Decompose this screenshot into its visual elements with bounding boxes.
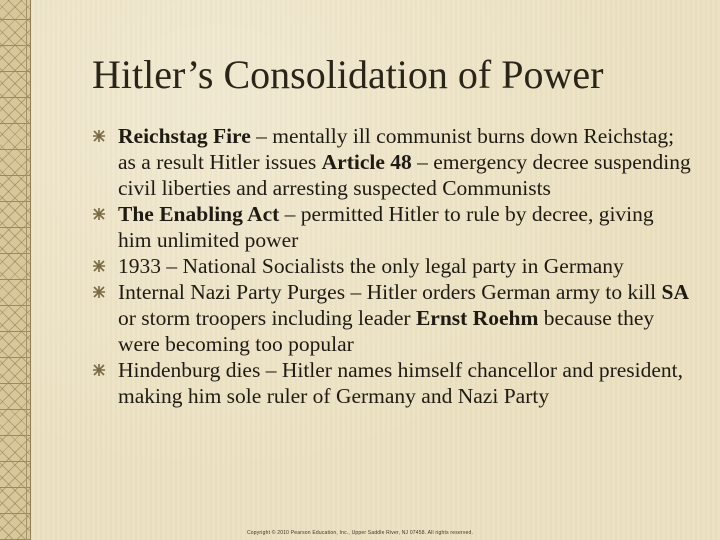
bullet-text [118, 358, 683, 408]
slide-title: Hitler’s Consolidation of Power [92, 52, 604, 97]
bullet-bold-mid: SA [661, 280, 690, 304]
bullet-text [118, 202, 654, 252]
bullet-plain-text: – permitted Hitler to rule by decree, giving him unlimited power [118, 202, 654, 252]
ornament-bullet-icon [92, 207, 106, 221]
bullet-plain-text: 1933 – National Socialists the only legal party in Germany [118, 254, 624, 278]
bullet-item-enabling-act [92, 201, 692, 253]
bullet-bold-lead: Reichstag Fire [118, 124, 251, 148]
bullet-bold-lead: The Enabling Act [118, 202, 280, 226]
bullet-text [118, 280, 689, 356]
bullet-list [92, 123, 692, 409]
ornament-bullet-icon [92, 259, 106, 273]
bullet-bold-end: Ernst Roehm [415, 306, 539, 330]
bullet-plain-text: Hindenburg dies – Hitler names himself chancellor and president, making him sole ruler of Germany and Nazi Party [118, 358, 684, 408]
bullet-item-reichstag-fire [92, 123, 692, 201]
bullet-text [118, 254, 624, 278]
bullet-item-hindenburg-dies [92, 357, 692, 409]
bullet-bold-mid: Article 48 [321, 150, 412, 174]
bullet-text [118, 124, 691, 200]
ornament-bullet-icon [92, 363, 106, 377]
bullet-item-party-purges [92, 279, 692, 357]
bullet-plain-text: – mentally ill communist burns down Reichstag; as a result Hitler issues [118, 124, 675, 174]
bullet-item-1933 [92, 253, 692, 279]
bullet-plain-text: or storm troopers including leader [118, 306, 416, 330]
bullet-plain-text: because they were becoming too popular [118, 306, 655, 356]
decorative-left-border [0, 0, 31, 540]
bullet-plain-text: – emergency decree suspending civil liberties and arresting suspected Communists [118, 150, 691, 200]
bullet-plain-text: Internal Nazi Party Purges – Hitler orders German army to kill [118, 280, 662, 304]
ornament-bullet-icon [92, 129, 106, 143]
ornament-bullet-icon [92, 285, 106, 299]
copyright-footer: Copyright © 2010 Pearson Education, Inc., Upper Saddle River, NJ 07458. All rights reserved. [246, 530, 474, 536]
